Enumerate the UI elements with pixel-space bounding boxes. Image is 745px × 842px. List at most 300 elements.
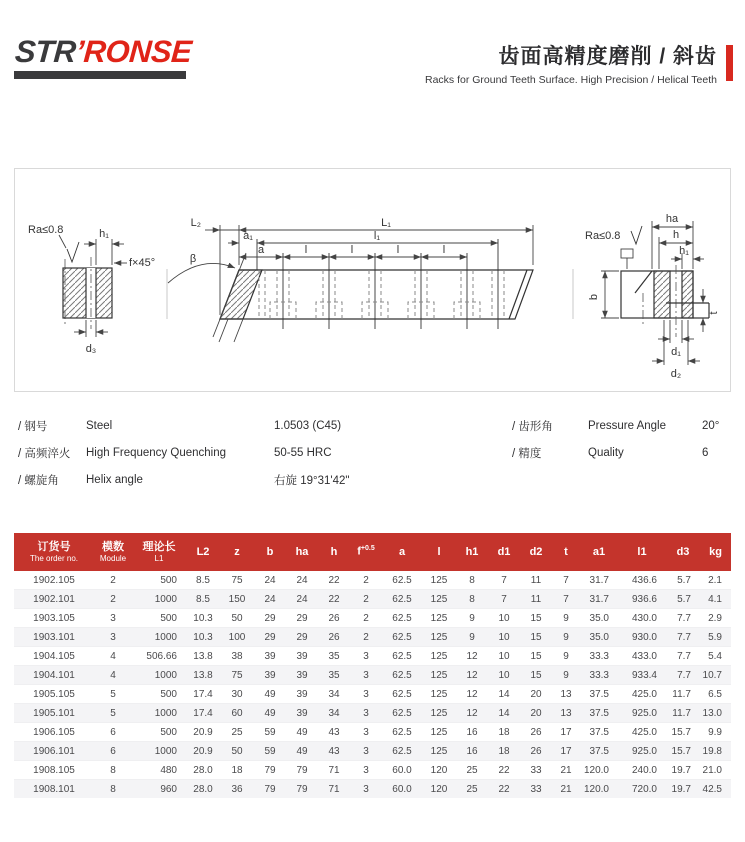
table-cell: 9 bbox=[563, 631, 569, 643]
table-cell: 1000 bbox=[154, 669, 177, 681]
table-cell: 39 bbox=[264, 669, 276, 681]
specs-left bbox=[18, 412, 458, 493]
spec-row bbox=[18, 412, 458, 439]
table-cell: 1000 bbox=[154, 745, 177, 757]
table-cell: 7.7 bbox=[677, 631, 691, 643]
table-cell: 26 bbox=[328, 612, 340, 624]
table-cell: 506.66 bbox=[146, 650, 177, 662]
header-cell: ha bbox=[286, 533, 318, 571]
dim-L2: L₂ bbox=[190, 217, 201, 229]
table-row bbox=[14, 780, 731, 799]
header-cell: d3 bbox=[666, 533, 700, 571]
table-cell: 3 bbox=[363, 707, 369, 719]
table-cell: 1904.105 bbox=[33, 650, 75, 662]
table-cell: 34 bbox=[328, 707, 340, 719]
table-cell: 500 bbox=[160, 574, 177, 586]
table-cell: 10.3 bbox=[193, 631, 213, 643]
table-cell: 28.0 bbox=[193, 764, 213, 776]
table-cell: 1000 bbox=[154, 707, 177, 719]
header-cell: kg bbox=[700, 533, 731, 571]
table-cell: 37.5 bbox=[589, 745, 609, 757]
dim-d3: d₃ bbox=[85, 343, 97, 355]
table-cell: 1905.105 bbox=[33, 688, 75, 700]
spec-zh: / 高频淬火 bbox=[18, 447, 71, 460]
table-cell: 37.5 bbox=[589, 726, 609, 738]
table-cell: 33.3 bbox=[589, 650, 609, 662]
table-cell: 7.7 bbox=[677, 650, 691, 662]
table-cell: 71 bbox=[328, 764, 340, 776]
page-subtitle: Racks for Ground Teeth Surface. High Precision / Helical Teeth bbox=[424, 74, 717, 86]
table-cell: 37.5 bbox=[589, 688, 609, 700]
table-cell: 17.4 bbox=[193, 707, 213, 719]
technical-drawing-panel bbox=[14, 168, 731, 392]
table-cell: 7 bbox=[563, 593, 569, 605]
table-cell: 11.7 bbox=[672, 707, 691, 719]
table-cell: 12 bbox=[466, 688, 478, 700]
table-cell: 22 bbox=[328, 593, 340, 605]
table-cell: 430.0 bbox=[631, 612, 657, 624]
table-cell: 39 bbox=[296, 707, 308, 719]
table-cell: 2 bbox=[363, 593, 369, 605]
header-cell: d2 bbox=[520, 533, 552, 571]
table-row bbox=[14, 590, 731, 609]
table-cell: 2.1 bbox=[708, 574, 722, 586]
dim-a: a bbox=[257, 244, 265, 256]
header-cell: b bbox=[254, 533, 286, 571]
table-cell: 12 bbox=[466, 707, 478, 719]
table-cell: 75 bbox=[231, 669, 243, 681]
table-cell: 17 bbox=[560, 745, 572, 757]
header-cell: $f^{+0.5}$ bbox=[350, 533, 382, 571]
table-cell: 12 bbox=[466, 650, 478, 662]
table-cell: 125 bbox=[430, 650, 448, 662]
accent-bar bbox=[726, 45, 733, 81]
table-cell: 4.1 bbox=[708, 593, 722, 605]
table-cell: 125 bbox=[430, 612, 448, 624]
table-cell: 240.0 bbox=[631, 764, 657, 776]
table-cell: 20 bbox=[530, 707, 542, 719]
dim-h1-left: h₁ bbox=[99, 228, 109, 240]
table-cell: 14 bbox=[498, 707, 510, 719]
table-cell: 120 bbox=[430, 783, 448, 795]
table-cell: 1906.105 bbox=[33, 726, 75, 738]
table-cell: 19.8 bbox=[702, 745, 722, 757]
table-cell: 3 bbox=[363, 745, 369, 757]
table-cell: 933.4 bbox=[631, 669, 657, 681]
table-cell: 3 bbox=[363, 688, 369, 700]
table-cell: 1902.101 bbox=[33, 593, 75, 605]
table-cell: 925.0 bbox=[631, 745, 657, 757]
table-row bbox=[14, 704, 731, 723]
table-cell: 150 bbox=[228, 593, 246, 605]
table-cell: 7 bbox=[501, 574, 507, 586]
table-cell: 120 bbox=[430, 764, 448, 776]
table-cell: 15 bbox=[530, 650, 542, 662]
table-cell: 25 bbox=[231, 726, 243, 738]
table-cell: 2.9 bbox=[708, 612, 722, 624]
dim-l: l bbox=[350, 244, 354, 256]
spec-en: High Frequency Quenching bbox=[86, 446, 226, 459]
table-cell: 18 bbox=[498, 726, 510, 738]
header-cell: a1 bbox=[580, 533, 618, 571]
table-cell: 16 bbox=[466, 745, 478, 757]
table-cell: 9.9 bbox=[708, 726, 722, 738]
table-cell: 62.5 bbox=[392, 631, 412, 643]
page-title: 齿面高精度磨削 / 斜齿 bbox=[498, 45, 717, 68]
dim-b: b bbox=[588, 293, 600, 301]
table-cell: 18 bbox=[231, 764, 243, 776]
table-cell: 62.5 bbox=[392, 593, 412, 605]
table-cell: 79 bbox=[264, 764, 276, 776]
table-cell: 2 bbox=[363, 631, 369, 643]
table-cell: 9 bbox=[469, 631, 475, 643]
table-cell: 79 bbox=[264, 783, 276, 795]
table-cell: 11 bbox=[530, 574, 542, 586]
table-cell: 17.4 bbox=[193, 688, 213, 700]
table-cell: 71 bbox=[328, 783, 340, 795]
table-cell: 10 bbox=[498, 612, 510, 624]
table-header-row bbox=[14, 533, 731, 571]
dim-d1: d₁ bbox=[671, 346, 681, 358]
table-cell: 8 bbox=[110, 783, 116, 795]
spec-value: 6 bbox=[702, 446, 709, 459]
table-cell: 8.5 bbox=[196, 574, 210, 586]
brand-logo-text-dark: STR bbox=[13, 34, 77, 69]
table-cell: 9 bbox=[563, 669, 569, 681]
spec-zh: / 螺旋角 bbox=[18, 474, 59, 487]
header-cell: 模数 Module bbox=[94, 533, 132, 571]
table-cell: 1903.101 bbox=[33, 631, 75, 643]
table-cell: 15 bbox=[530, 612, 542, 624]
specs-right bbox=[512, 412, 734, 466]
spec-value: 20° bbox=[702, 419, 720, 432]
table-cell: 22 bbox=[498, 783, 510, 795]
table-cell: 125 bbox=[430, 745, 448, 757]
table-cell: 33.3 bbox=[589, 669, 609, 681]
table-cell: 433.0 bbox=[631, 650, 657, 662]
table-cell: 21 bbox=[560, 764, 572, 776]
table-cell: 62.5 bbox=[392, 574, 412, 586]
table-cell: 11 bbox=[530, 593, 542, 605]
header-cell: l bbox=[422, 533, 456, 571]
table-cell: 34 bbox=[328, 688, 340, 700]
table-cell: 29 bbox=[264, 631, 276, 643]
table-row bbox=[14, 742, 731, 761]
spec-zh: / 齿形角 bbox=[512, 420, 553, 433]
table-cell: 50 bbox=[231, 612, 243, 624]
table-cell: 26 bbox=[530, 745, 542, 757]
spec-en: Pressure Angle bbox=[588, 419, 666, 432]
table-cell: 79 bbox=[296, 783, 308, 795]
table-row bbox=[14, 571, 731, 590]
table-cell: 125 bbox=[430, 574, 448, 586]
table-cell: 125 bbox=[430, 688, 448, 700]
table-cell: 7.7 bbox=[677, 669, 691, 681]
table-cell: 62.5 bbox=[392, 688, 412, 700]
table-cell: 43 bbox=[328, 726, 340, 738]
table-cell: 22 bbox=[498, 764, 510, 776]
dim-f45: f×45° bbox=[129, 257, 156, 269]
table-cell: 37.5 bbox=[589, 707, 609, 719]
table-cell: 3 bbox=[363, 726, 369, 738]
table-cell: 49 bbox=[296, 726, 308, 738]
table-cell: 3 bbox=[363, 650, 369, 662]
table-cell: 1906.101 bbox=[33, 745, 75, 757]
table-cell: 35 bbox=[328, 650, 340, 662]
dim-l: l bbox=[304, 244, 308, 256]
table-cell: 930.0 bbox=[631, 631, 657, 643]
table-cell: 26 bbox=[530, 726, 542, 738]
table-cell: 36 bbox=[231, 783, 243, 795]
table-row bbox=[14, 609, 731, 628]
table-cell: 39 bbox=[264, 650, 276, 662]
table-cell: 13.8 bbox=[193, 650, 213, 662]
spec-en: Helix angle bbox=[86, 473, 143, 486]
spec-value: 1.0503 (C45) bbox=[274, 419, 342, 432]
table-cell: 9 bbox=[563, 650, 569, 662]
table-cell: 24 bbox=[296, 574, 308, 586]
table-cell: 3 bbox=[363, 764, 369, 776]
table-cell: 15.7 bbox=[671, 726, 691, 738]
table-row bbox=[14, 761, 731, 780]
table-cell: 10 bbox=[498, 631, 510, 643]
table-cell: 1903.105 bbox=[33, 612, 75, 624]
table-cell: 1000 bbox=[154, 631, 177, 643]
table-cell: 7 bbox=[501, 593, 507, 605]
table-cell: 120.0 bbox=[583, 764, 609, 776]
dim-L1: L₁ bbox=[381, 217, 391, 229]
table-cell: 35.0 bbox=[589, 612, 609, 624]
header-cell: l1 bbox=[618, 533, 666, 571]
table-cell: 125 bbox=[430, 707, 448, 719]
table-cell: 10 bbox=[498, 669, 510, 681]
spec-value: 右旋 19°31'42" bbox=[274, 474, 350, 487]
header-cell: a bbox=[382, 533, 422, 571]
table-cell: 29 bbox=[264, 612, 276, 624]
dim-l1: l₁ bbox=[373, 230, 381, 242]
table-cell: 6.5 bbox=[708, 688, 722, 700]
table-cell: 15 bbox=[530, 631, 542, 643]
spec-value: 50-55 HRC bbox=[274, 446, 332, 459]
product-table bbox=[14, 533, 731, 798]
table-cell: 436.6 bbox=[631, 574, 657, 586]
table-cell: 60.0 bbox=[392, 783, 412, 795]
spec-row bbox=[512, 412, 734, 439]
table-cell: 936.6 bbox=[631, 593, 657, 605]
brand-logo-text bbox=[14, 36, 193, 67]
table-cell: 10 bbox=[498, 650, 510, 662]
table-cell: 18 bbox=[498, 745, 510, 757]
table-cell: 60 bbox=[231, 707, 243, 719]
spec-en: Steel bbox=[86, 419, 113, 432]
table-cell: 28.0 bbox=[193, 783, 213, 795]
header-cell: 订货号 The order no. bbox=[14, 533, 94, 571]
table-cell: 39 bbox=[296, 650, 308, 662]
table-cell: 5.7 bbox=[677, 593, 691, 605]
table-cell: 6 bbox=[110, 745, 116, 757]
table-cell: 6 bbox=[110, 726, 116, 738]
table-cell: 125 bbox=[430, 726, 448, 738]
table-body bbox=[14, 571, 731, 798]
dim-d2: d₂ bbox=[670, 368, 682, 380]
dim-ha: ha bbox=[665, 213, 679, 225]
table-cell: 62.5 bbox=[392, 650, 412, 662]
table-cell: 43 bbox=[328, 745, 340, 757]
table-cell: 20.9 bbox=[193, 726, 213, 738]
table-row bbox=[14, 628, 731, 647]
table-cell: 22 bbox=[328, 574, 340, 586]
brand-logo-text-red: ’RONSE bbox=[74, 34, 193, 69]
rack-technical-drawing bbox=[15, 169, 730, 391]
table-cell: 13 bbox=[560, 707, 572, 719]
spec-en: Quality bbox=[588, 446, 624, 459]
table-cell: 10.3 bbox=[193, 612, 213, 624]
table-cell: 425.0 bbox=[631, 688, 657, 700]
table-cell: 62.5 bbox=[392, 669, 412, 681]
table-cell: 925.0 bbox=[631, 707, 657, 719]
dim-beta: β bbox=[189, 253, 197, 265]
table-cell: 5.7 bbox=[677, 574, 691, 586]
spec-zh: / 钢号 bbox=[18, 420, 48, 433]
table-cell: 8 bbox=[469, 593, 475, 605]
table-cell: 24 bbox=[264, 593, 276, 605]
spec-row bbox=[512, 439, 734, 466]
table-cell: 42.5 bbox=[702, 783, 722, 795]
brand-logo-underline bbox=[14, 71, 186, 79]
table-cell: 59 bbox=[264, 726, 276, 738]
table-cell: 3 bbox=[110, 631, 116, 643]
table-cell: 4 bbox=[110, 669, 116, 681]
table-cell: 125 bbox=[430, 593, 448, 605]
dim-h: h bbox=[672, 229, 680, 241]
table-cell: 62.5 bbox=[392, 745, 412, 757]
table-cell: 25 bbox=[466, 764, 478, 776]
table-row bbox=[14, 666, 731, 685]
header-cell: 理论长 L1 bbox=[132, 533, 186, 571]
table-cell: 1908.101 bbox=[33, 783, 75, 795]
table-cell: 14 bbox=[498, 688, 510, 700]
table-cell: 480 bbox=[160, 764, 177, 776]
table-cell: 39 bbox=[296, 669, 308, 681]
table-cell: 120.0 bbox=[583, 783, 609, 795]
dim-h1-right: h₁ bbox=[679, 245, 689, 257]
header-cell: d1 bbox=[488, 533, 520, 571]
table-cell: 29 bbox=[296, 612, 308, 624]
table-cell: 9 bbox=[469, 612, 475, 624]
table-cell: 21.0 bbox=[702, 764, 722, 776]
table-cell: 15.7 bbox=[671, 745, 691, 757]
table-cell: 4 bbox=[110, 650, 116, 662]
table-cell: 60.0 bbox=[392, 764, 412, 776]
table-cell: 2 bbox=[110, 574, 116, 586]
table-cell: 8 bbox=[110, 764, 116, 776]
table-cell: 17 bbox=[560, 726, 572, 738]
table-cell: 62.5 bbox=[392, 707, 412, 719]
table-cell: 24 bbox=[264, 574, 276, 586]
table-cell: 29 bbox=[296, 631, 308, 643]
table-cell: 59 bbox=[264, 745, 276, 757]
table-cell: 16 bbox=[466, 726, 478, 738]
table-cell: 19.7 bbox=[671, 764, 691, 776]
table-cell: 2 bbox=[110, 593, 116, 605]
table-cell: 3 bbox=[110, 612, 116, 624]
page-header bbox=[425, 40, 733, 86]
table-cell: 5.4 bbox=[708, 650, 722, 662]
table-cell: 20.9 bbox=[193, 745, 213, 757]
table-cell: 3 bbox=[363, 783, 369, 795]
table-cell: 26 bbox=[328, 631, 340, 643]
table-cell: 5 bbox=[110, 688, 116, 700]
header-cell: h1 bbox=[456, 533, 488, 571]
spec-row bbox=[18, 439, 458, 466]
table-cell: 38 bbox=[231, 650, 243, 662]
spec-zh: / 精度 bbox=[512, 447, 542, 460]
header-cell: L2 bbox=[186, 533, 220, 571]
table-cell: 13 bbox=[560, 688, 572, 700]
header-cell: h bbox=[318, 533, 350, 571]
dim-a1: a₁ bbox=[243, 230, 253, 242]
table-cell: 1000 bbox=[154, 593, 177, 605]
table-cell: 35 bbox=[328, 669, 340, 681]
table-cell: 720.0 bbox=[631, 783, 657, 795]
brand-logo bbox=[13, 34, 193, 79]
table-cell: 39 bbox=[296, 688, 308, 700]
header-cell: z bbox=[220, 533, 254, 571]
table-cell: 25 bbox=[466, 783, 478, 795]
roughness-label-left: Ra≤0.8 bbox=[28, 224, 64, 236]
table-row bbox=[14, 647, 731, 666]
table-cell: 5.9 bbox=[708, 631, 722, 643]
table-cell: 21 bbox=[560, 783, 572, 795]
table-cell: 500 bbox=[160, 688, 177, 700]
table-cell: 960 bbox=[160, 783, 177, 795]
table-cell: 500 bbox=[160, 612, 177, 624]
table-cell: 20 bbox=[530, 688, 542, 700]
table-cell: 33 bbox=[530, 783, 542, 795]
table-cell: 49 bbox=[264, 688, 276, 700]
table-cell: 24 bbox=[296, 593, 308, 605]
table-cell: 2 bbox=[363, 574, 369, 586]
table-cell: 11.7 bbox=[672, 688, 691, 700]
table-cell: 8.5 bbox=[196, 593, 210, 605]
table-cell: 62.5 bbox=[392, 612, 412, 624]
table-cell: 125 bbox=[430, 669, 448, 681]
roughness-label-right: Ra≤0.8 bbox=[585, 230, 621, 242]
table-cell: 8 bbox=[469, 574, 475, 586]
table-cell: 1905.101 bbox=[33, 707, 75, 719]
table-cell: 13.0 bbox=[702, 707, 722, 719]
table-cell: 500 bbox=[160, 726, 177, 738]
spec-row bbox=[18, 466, 458, 493]
table-cell: 12 bbox=[466, 669, 478, 681]
dim-l: l bbox=[442, 244, 446, 256]
table-cell: 62.5 bbox=[392, 726, 412, 738]
table-cell: 9 bbox=[563, 612, 569, 624]
table-cell: 19.7 bbox=[671, 783, 691, 795]
table-cell: 7.7 bbox=[677, 612, 691, 624]
table-cell: 15 bbox=[530, 669, 542, 681]
table-cell: 31.7 bbox=[589, 574, 609, 586]
table-row bbox=[14, 723, 731, 742]
table-cell: 75 bbox=[231, 574, 243, 586]
header-cell: t bbox=[552, 533, 580, 571]
table-cell: 7 bbox=[563, 574, 569, 586]
table-cell: 5 bbox=[110, 707, 116, 719]
table-cell: 79 bbox=[296, 764, 308, 776]
table-cell: 50 bbox=[231, 745, 243, 757]
table-cell: 31.7 bbox=[589, 593, 609, 605]
table-cell: 49 bbox=[296, 745, 308, 757]
